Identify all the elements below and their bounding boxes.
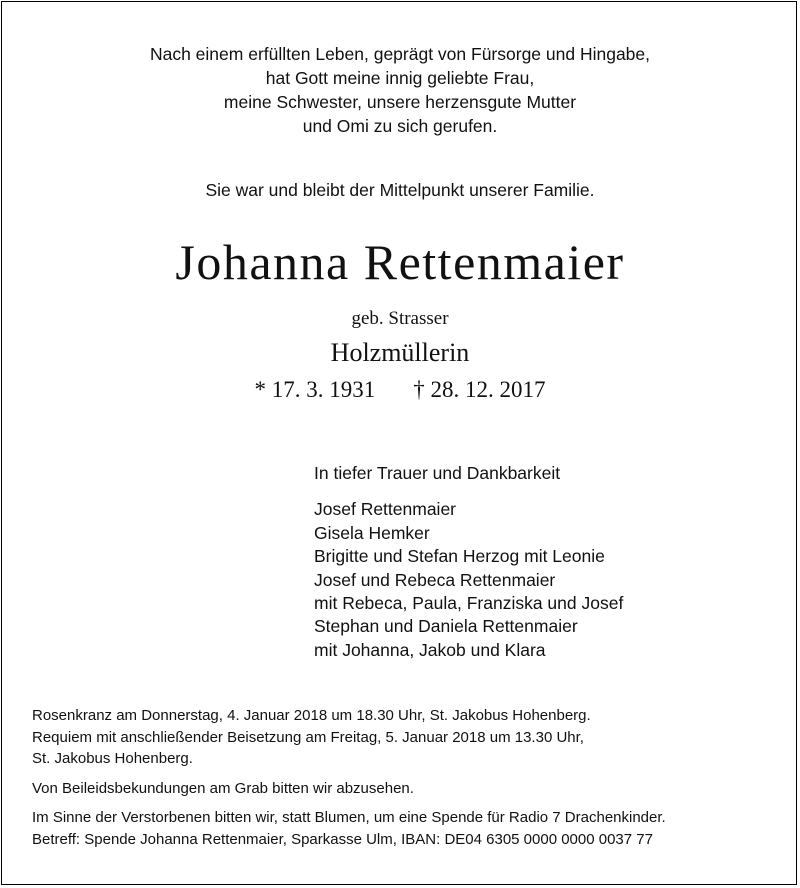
mourner-name: mit Johanna, Jakob und Klara [314, 639, 546, 660]
life-dates [2, 375, 798, 405]
mourner-name: Stephan und Daniela Rettenmaier [314, 616, 578, 637]
obituary-notice [1, 1, 797, 885]
mourner-name: mit Rebeca, Paula, Franziska und Josef [314, 593, 624, 614]
intro-line: hat Gott meine innig geliebte Frau, [265, 68, 535, 88]
birth-name: geb. Strasser [351, 308, 449, 329]
nickname: Holzmüllerin [330, 338, 470, 367]
intro-line: Nach einem erfüllten Leben, geprägt von Fürsorge und Hingabe, [149, 44, 651, 64]
deceased-name: Johanna Rettenmaier [175, 234, 625, 290]
donation-line: Im Sinne der Verstorbenen bitten wir, statt Blumen, um eine Spende für Radio 7 Drachenkinder. [32, 809, 666, 826]
mourner-name: Josef und Rebeca Rettenmaier [314, 569, 556, 590]
mourners-block [314, 462, 623, 662]
condolence-note: Von Beileidsbekundungen am Grab bitten wir abzusehen. [32, 779, 414, 797]
mourners-heading: In tiefer Trauer und Dankbarkeit [314, 463, 561, 483]
intro-text [2, 42, 798, 138]
service-line: Rosenkranz am Donnerstag, 4. Januar 2018 um 18.30 Uhr, St. Jakobus Hohenberg. [32, 707, 591, 724]
birth-date: * 17. 3. 1931 [254, 377, 376, 402]
death-date: † 28. 12. 2017 [413, 377, 546, 402]
service-line: St. Jakobus Hohenberg. [32, 750, 193, 767]
intro-line: und Omi zu sich gerufen. [302, 116, 498, 136]
mourner-name: Josef Rettenmaier [314, 499, 457, 520]
family-center-line: Sie war und bleibt der Mittelpunkt unserer Familie. [205, 180, 595, 200]
donation-line: Betreff: Spende Johanna Rettenmaier, Sparkasse Ulm, IBAN: DE04 6305 0000 0000 0037 77 [32, 830, 653, 848]
mourner-name: Brigitte und Stefan Herzog mit Leonie [314, 546, 605, 567]
mourner-name: Gisela Hemker [314, 522, 430, 543]
service-line: Requiem mit anschließender Beisetzung am Freitag, 5. Januar 2018 um 13.30 Uhr, [32, 728, 584, 746]
intro-line: meine Schwester, unsere herzensgute Mutter [223, 92, 577, 112]
notes-block [32, 705, 782, 850]
